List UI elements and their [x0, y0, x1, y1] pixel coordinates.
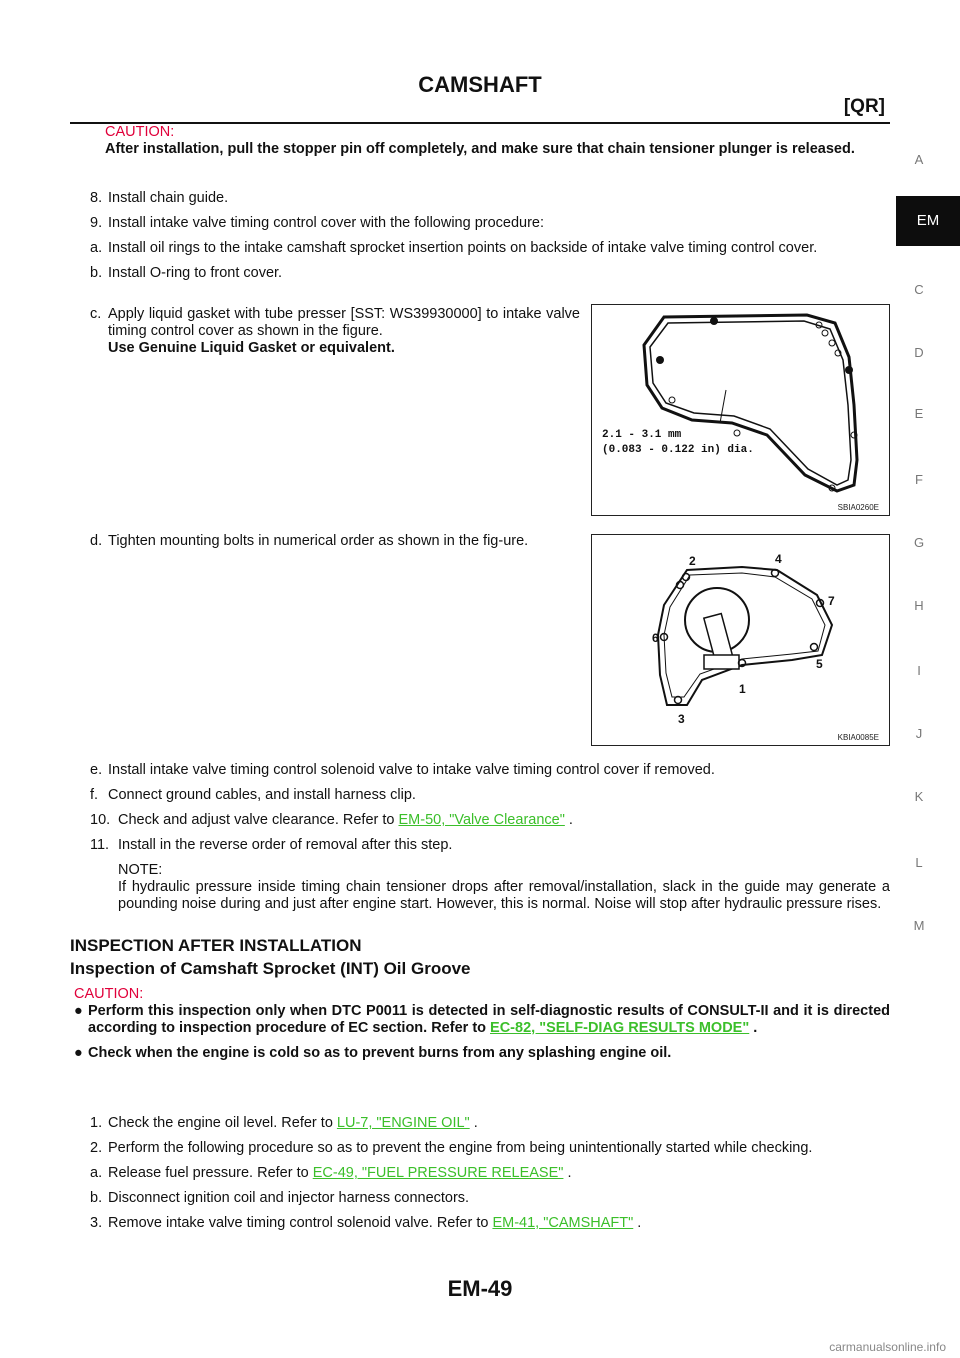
index-tab-d[interactable]: D [914, 345, 924, 360]
inspection-section [70, 937, 890, 977]
bolt-order-diagram [592, 535, 889, 745]
watermark: carmanualsonline.info [829, 1340, 946, 1354]
index-tab-a[interactable]: A [914, 152, 924, 167]
page-title: CAMSHAFT [418, 72, 542, 97]
substep-f: f. Connect ground cables, and install harness clip. [90, 787, 416, 803]
note-text: If hydraulic pressure inside timing chain tensioner drops after removal/installation, slack in the guide may generate a pounding noise during and just after engine start. However, this is normal. Noise will stop after hydraulic pressure rises. [118, 879, 890, 912]
valve-clearance-link[interactable]: EM-50, "Valve Clearance" [398, 812, 565, 828]
bolt-number-4: 4 [775, 552, 782, 566]
figure-gasket [591, 304, 890, 516]
inspection-step-2: 2. Perform the following procedure so as to prevent the engine from being unintentionally started while checking. [90, 1140, 813, 1156]
step-8: 8. Install chain guide. [90, 190, 229, 206]
index-tab-l[interactable]: L [915, 855, 923, 870]
inspection-steps [90, 1115, 890, 1232]
index-tab-m[interactable]: M [913, 918, 925, 933]
index-tab-h[interactable]: H [914, 598, 924, 613]
figure-code-1: SBIA0260E [837, 503, 879, 512]
index-tab-i[interactable]: I [917, 663, 921, 678]
step-10: 10. Check and adjust valve clearance. Refer to EM-50, "Valve Clearance" . [90, 812, 573, 828]
caution-bullet-2: ● Check when the engine is cold so as to prevent burns from any splashing engine oil. [74, 1045, 672, 1061]
index-tab-e[interactable]: E [914, 406, 924, 421]
substep-d: d. Tighten mounting bolts in numerical order as shown in the fig-ure. [90, 533, 529, 549]
inspection-substep-b: b. Disconnect ignition coil and injector harness connectors. [90, 1190, 470, 1206]
gasket-dim-line1: 2.1 - 3.1 mm [602, 429, 682, 441]
bolt-number-7: 7 [828, 594, 835, 608]
figure-code-2: KBIA0085E [837, 733, 879, 742]
substep-e: e. Install intake valve timing control solenoid valve to intake valve timing control cover if removed. [90, 762, 715, 778]
substep-d-block [90, 533, 580, 550]
page-subtitle: [QR] [843, 96, 885, 117]
index-tab-c[interactable]: C [914, 282, 924, 297]
inspection-substep-a: a. Release fuel pressure. Refer to EC-49, "FUEL PRESSURE RELEASE" . [90, 1165, 572, 1181]
steps-block [90, 190, 890, 282]
substep-c: c. Apply liquid gasket with tube presser [SST: WS39930000] to intake valve timing control cover as shown in the figure. Use Genuine Liquid Gasket or equivalent. [90, 306, 580, 356]
lower-steps-block [90, 762, 890, 913]
note-block [90, 862, 890, 913]
substep-c-note: Use Genuine Liquid Gasket or equivalent. [108, 340, 395, 356]
substep-a: a. Install oil rings to the intake camshaft sprocket insertion points on backside of intake valve timing control cover. [90, 240, 818, 256]
index-tab-g[interactable]: G [913, 535, 925, 550]
section-heading: INSPECTION AFTER INSTALLATION [70, 936, 362, 955]
index-tab-em-active[interactable]: EM [896, 196, 960, 246]
camshaft-link[interactable]: EM-41, "CAMSHAFT" [492, 1215, 634, 1231]
note-label: NOTE: [118, 862, 163, 878]
step-9: 9. Install intake valve timing control cover with the following procedure: [90, 215, 545, 231]
index-tab-j[interactable]: J [915, 726, 923, 741]
engine-oil-link[interactable]: LU-7, "ENGINE OIL" [336, 1115, 470, 1131]
fuel-pressure-link[interactable]: EC-49, "FUEL PRESSURE RELEASE" [312, 1165, 564, 1181]
index-tab-f[interactable]: F [915, 472, 923, 487]
figure-bolt-order [591, 534, 890, 746]
bolt-number-1: 1 [739, 682, 746, 696]
bolt-number-5: 5 [816, 657, 823, 671]
step-11: 11. Install in the reverse order of removal after this step. [90, 837, 453, 853]
bolt-number-2: 2 [689, 554, 696, 568]
bullet-icon: ● [74, 1003, 83, 1019]
caution-text: After installation, pull the stopper pin off completely, and make sure that chain tensioner plunger is released. [105, 141, 855, 157]
caution-label: CAUTION: [105, 124, 175, 140]
gasket-dim-line2: (0.083 - 0.122 in) dia. [602, 444, 754, 456]
substep-c-block [90, 306, 580, 357]
index-tab-k[interactable]: K [914, 789, 924, 804]
subsection-heading: Inspection of Camshaft Sprocket (INT) Oil Groove [70, 959, 471, 978]
bolt-number-6: 6 [652, 631, 659, 645]
substep-b: b. Install O-ring to front cover. [90, 265, 283, 281]
inspection-step-1: 1. Check the engine oil level. Refer to LU-7, "ENGINE OIL" . [90, 1115, 478, 1131]
page-number: EM-49 [447, 1276, 513, 1301]
gasket-diagram [592, 305, 889, 515]
bolt-number-3: 3 [678, 712, 685, 726]
caution-bullet-1: ● Perform this inspection only when DTC P0011 is detected in self-diagnostic results of CONSULT-II and it is directed according to inspection procedure of EC section. Refer to EC-82, "SELF-DIAG RESULTS MODE" . [74, 1003, 890, 1036]
caution-block-1 [105, 124, 890, 158]
self-diag-link[interactable]: EC-82, "SELF-DIAG RESULTS MODE" [490, 1020, 750, 1036]
bullet-icon: ● [74, 1045, 83, 1061]
caution-label-2: CAUTION: [74, 986, 144, 1002]
inspection-step-3: 3. Remove intake valve timing control solenoid valve. Refer to EM-41, "CAMSHAFT" . [90, 1215, 642, 1231]
caution-block-2 [74, 986, 890, 1062]
